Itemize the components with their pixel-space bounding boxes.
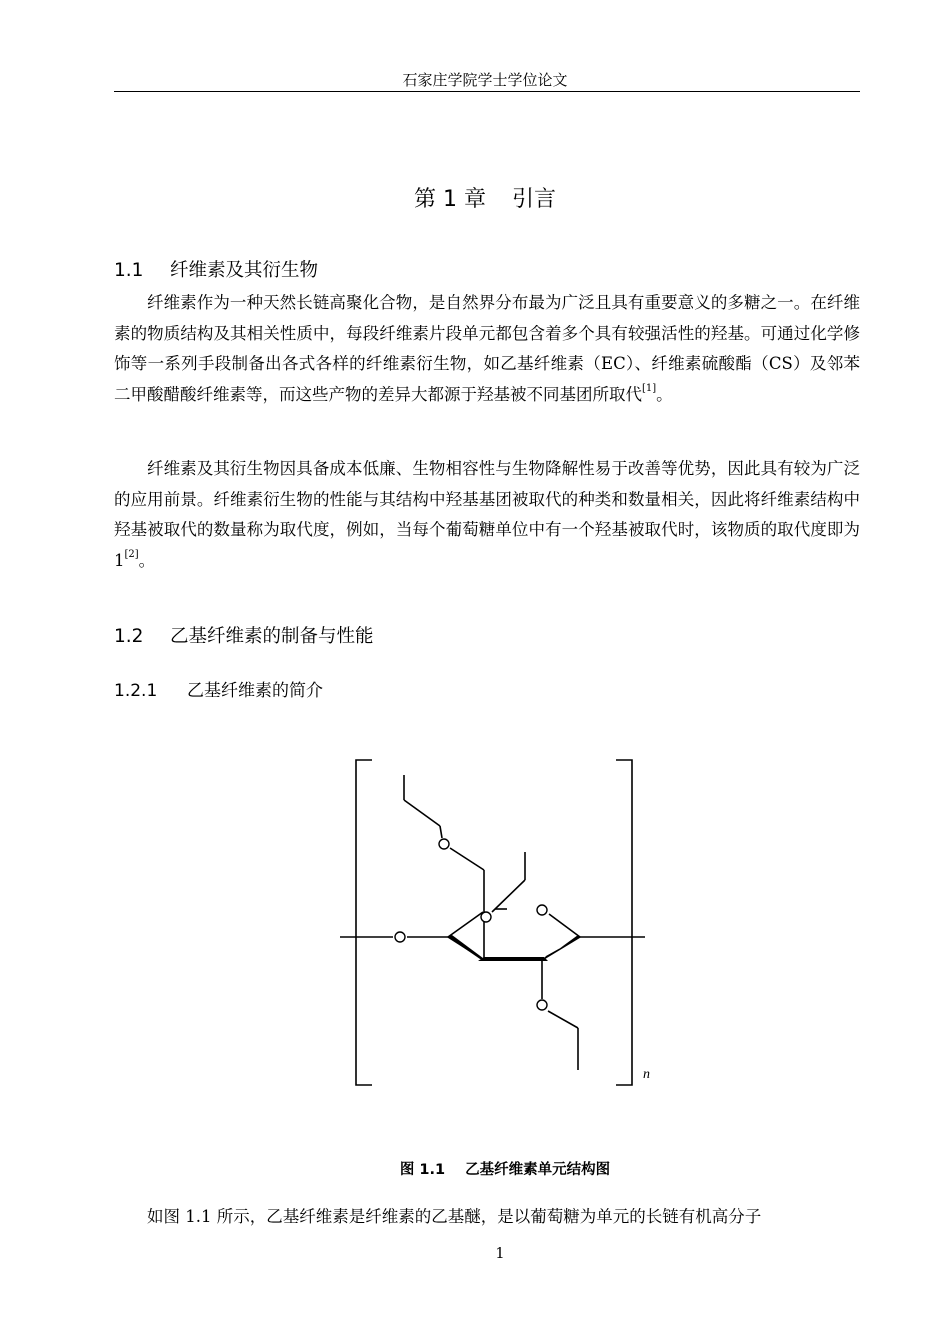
oxygen-atom [439,839,449,849]
paragraph-1 [114,288,860,410]
subsection-title: 乙基纤维素的简介 [187,681,323,701]
section-title: 乙基纤维素的制备与性能 [170,626,374,647]
bonds [340,760,645,1085]
paragraph-end: 。 [656,384,673,404]
section-heading-1-1 [114,256,318,282]
running-header: 石家庄学院学士学位论文 [402,71,568,89]
subsection-heading-1-2-1 [114,676,323,701]
chapter-title [0,182,950,213]
citation: [2] [124,549,139,560]
chapter-name: 引言 [511,187,556,212]
ethyl-bond [450,848,484,870]
figure-caption [0,1158,950,1179]
section-number: 1.1 [114,260,144,281]
paragraph-end: 。 [138,550,156,570]
oxygen-atom [537,1000,547,1010]
figure-number: 图 1.1 [399,1162,446,1178]
paragraph-3 [114,1202,860,1233]
section-title: 纤维素及其衍生物 [170,260,319,281]
left-bracket [356,760,372,1085]
oxygen-atom [481,912,491,922]
figure-title: 乙基纤维素单元结构图 [465,1162,611,1178]
oxygen-atom [395,932,405,942]
subsection-number: 1.2.1 [114,681,158,701]
ethyl-bond [492,880,525,912]
page-number: 1 [495,1246,505,1262]
oxygen-atom [537,905,547,915]
repeat-unit-label: n [643,1067,650,1082]
paragraph-text: 如图 1.1 所示，乙基纤维素是纤维素的乙基醚，是以葡萄糖为单元的长链有机高分子 [147,1207,762,1226]
ethylcellulose-structure-figure [330,752,670,1092]
paragraph-2 [114,454,860,576]
chapter-number: 第 1 章 [414,187,486,212]
ethyl-bond [440,826,442,838]
ethyl-bond [404,800,440,826]
paragraph-text: 纤维素及其衍生物因具备成本低廉、生物相容性与生物降解性易于改善等优势，因此具有较为广泛的应用前景。纤维素衍生物的性能与其结构中羟基基团被取代的种类和数量相关，因此将纤维素结构中羟基被取代的数量称为取代度，例如，当每个葡萄糖单位中有一个羟基被取代时，该物质的取代度即为 1 [114,459,860,570]
ring-wedge-left [448,935,487,961]
ethyl-bond [548,1011,578,1028]
ring-bond [549,914,580,937]
section-heading-1-2 [114,622,374,648]
paragraph-text: 纤维素作为一种天然长链高聚化合物，是自然界分布最为广泛且具有重要意义的多糖之一。在纤维素的物质结构及其相关性质中，每段纤维素片段单元都包含着多个具有较强活性的羟基。可通过化学修饰等一系列手段制备出各式各样的纤维素衍生物，如乙基纤维素（EC）、纤维素硫酸酯（CS）及邻苯二甲酸醋酸纤维素等，而这些产物的差异大都源于羟基被不同基团所取代 [114,293,860,404]
ring-bond [448,912,483,937]
right-bracket [616,760,632,1085]
header-rule [114,91,860,92]
citation: [1] [642,383,657,394]
ring-front-bold-edge [478,957,548,961]
section-number: 1.2 [114,626,144,647]
